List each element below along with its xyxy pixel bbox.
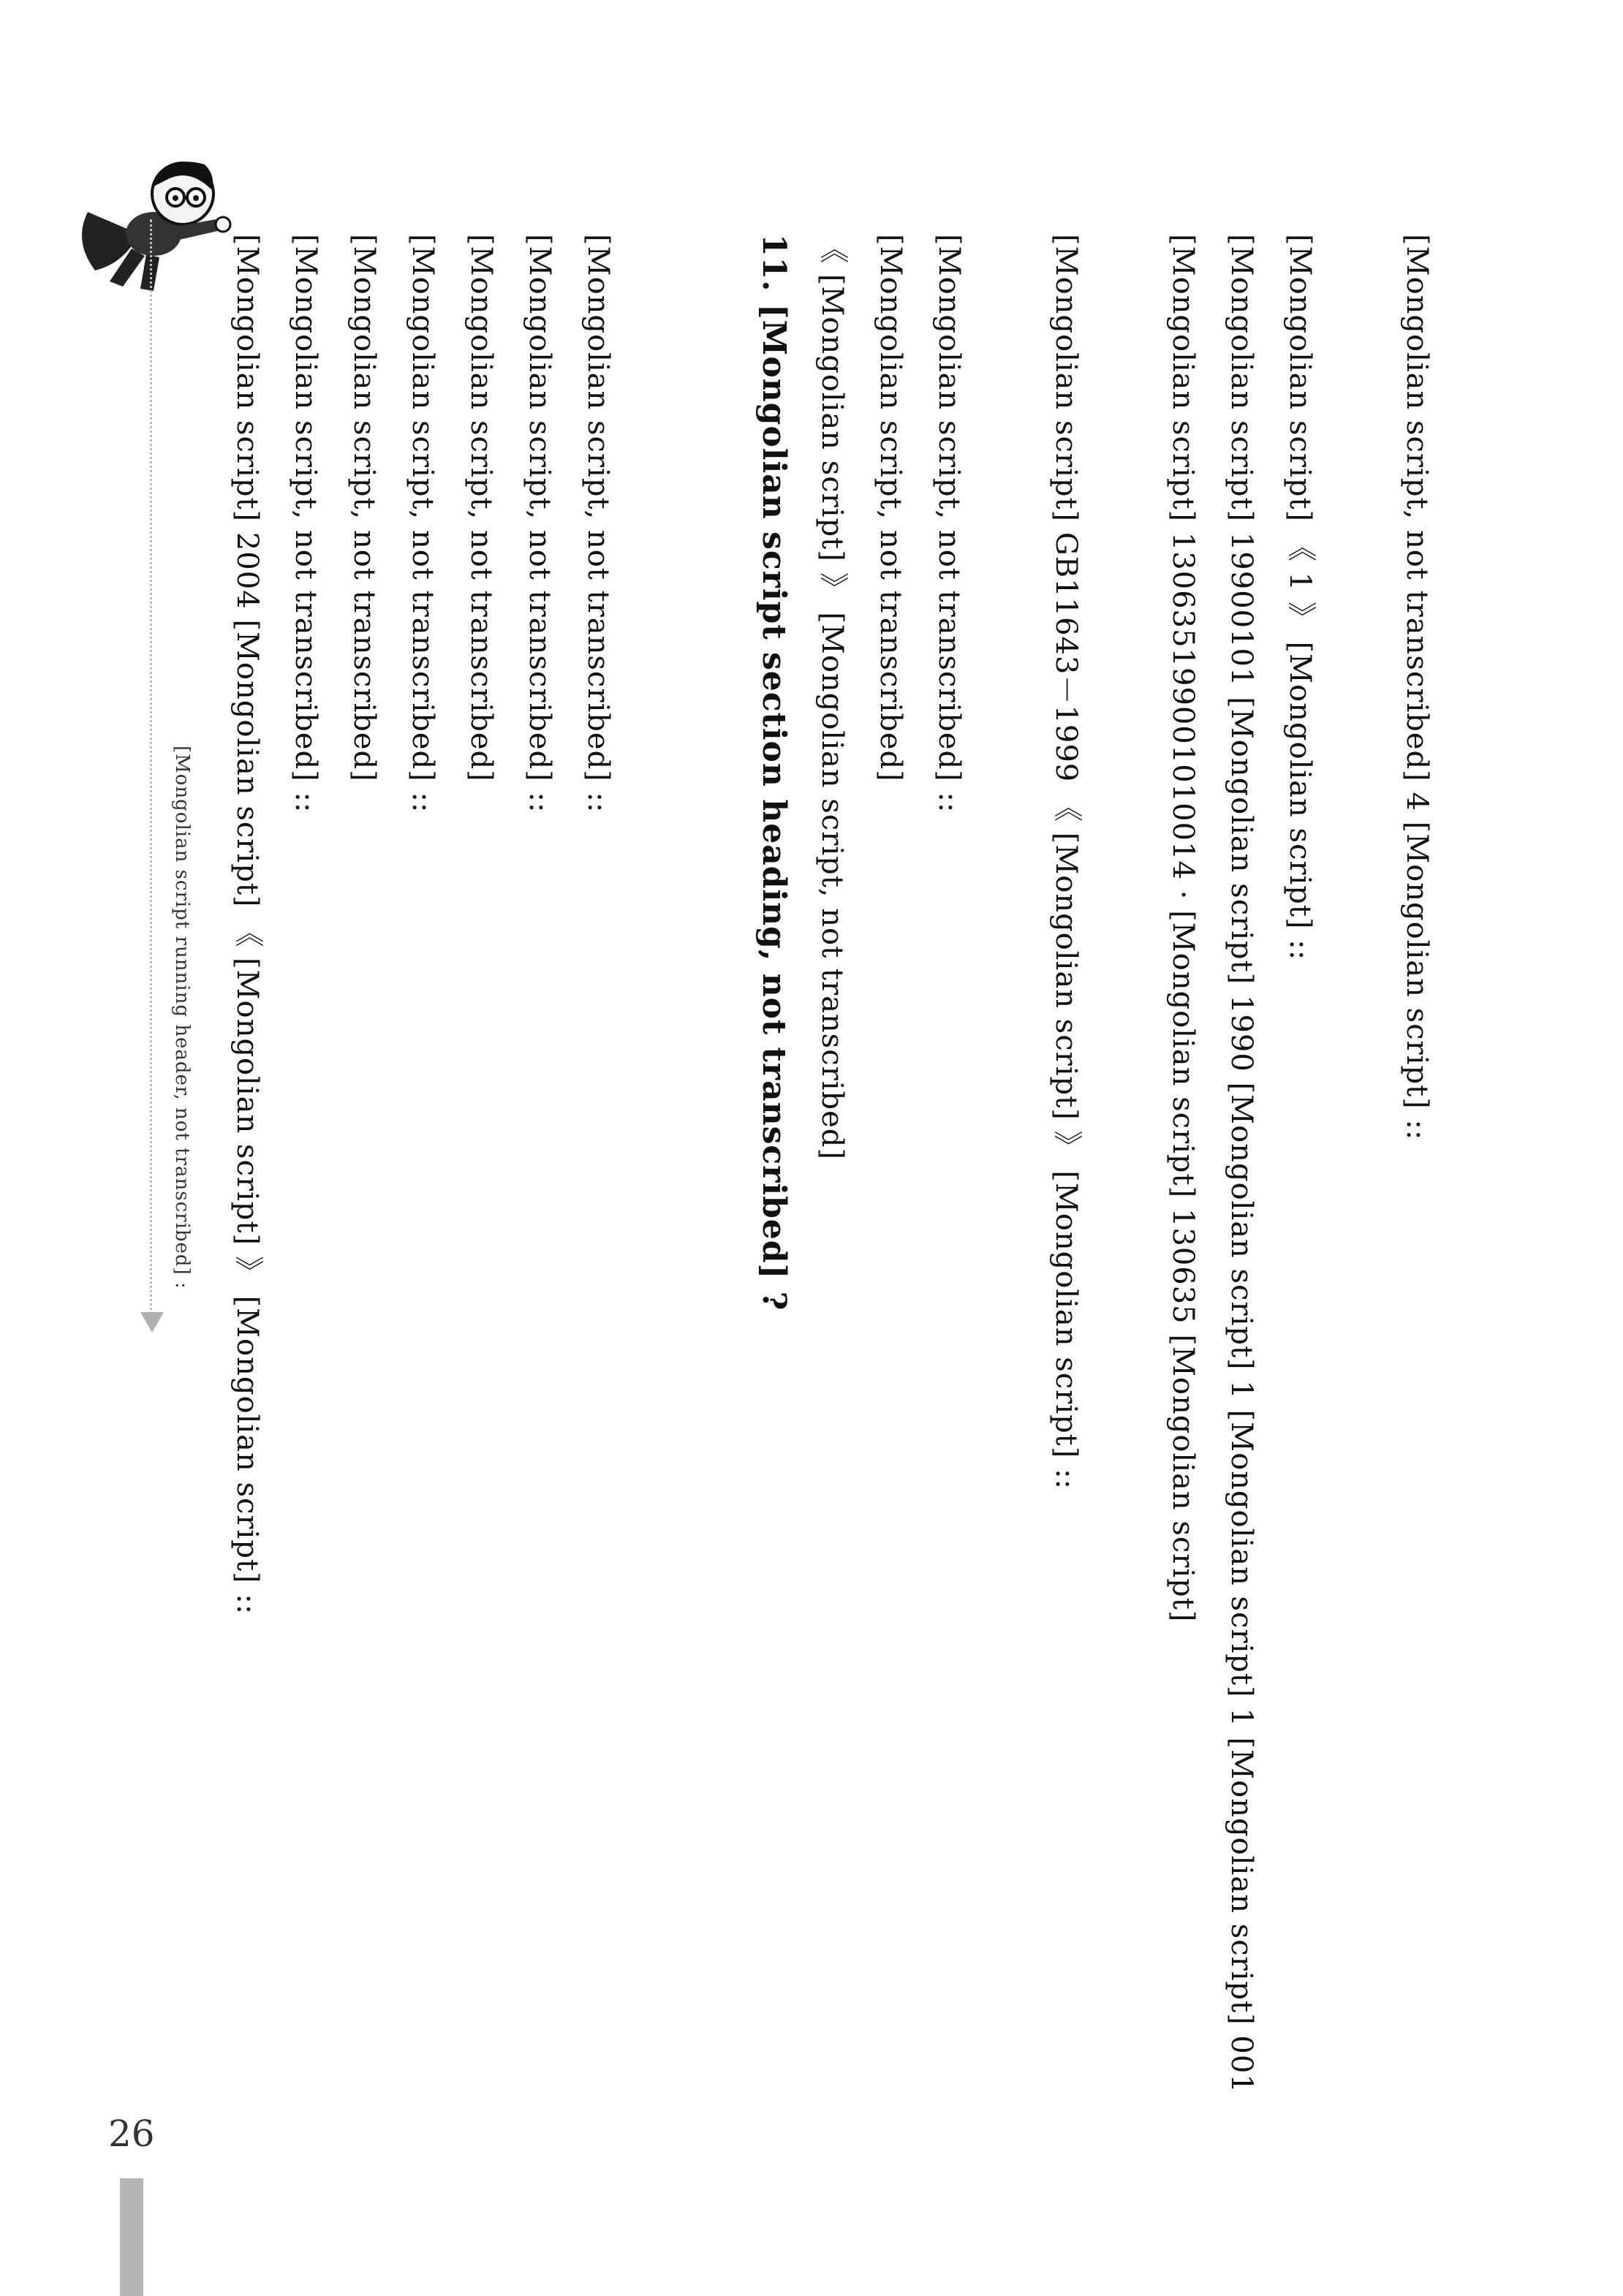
page-edge-bar xyxy=(120,2178,143,2296)
running-header: [Mongolian script running header, not transcribed] : xyxy=(171,746,193,1289)
paragraph-a-line-3: [Mongolian script] 19900101 [Mongolian script] 1990 [Mongolian script] 1 [Mongolian script] 1 [Mongolian script] 001 xyxy=(1225,234,1258,2094)
paragraph-a-line-7: [Mongolian script, not transcribed] xyxy=(874,234,907,782)
mascot-illustration xyxy=(58,124,234,303)
paragraph-a-line-8: 《 [Mongolian script] 》 [Mongolian script, not transcribed] xyxy=(815,234,849,1161)
paragraph-a-line-4: [Mongolian script] 130635199001010014 · [Mongolian script] 130635 [Mongolian script] xyxy=(1166,234,1200,1623)
paragraph-b-line-3: [Mongolian script, not transcribed] xyxy=(464,234,498,782)
paragraph-b-line-1: [Mongolian script, not transcribed] :: xyxy=(581,234,615,814)
paragraph-a-line-6: [Mongolian script, not transcribed] :: xyxy=(932,234,966,814)
paragraph-b-line-2: [Mongolian script, not transcribed] :: xyxy=(523,234,556,814)
section-heading: 11. [Mongolian script section heading, not transcribed] ? xyxy=(755,234,792,1311)
header-separator xyxy=(150,219,152,1316)
page-number: 26 xyxy=(108,2113,155,2155)
paragraph-a-line-1: [Mongolian script, not transcribed] 4 [Mongolian script] :: xyxy=(1400,234,1434,1141)
paragraph-b-line-5: [Mongolian script, not transcribed] xyxy=(347,234,381,782)
paragraph-b-line-7: [Mongolian script] 2004 [Mongolian script] 《 [Mongolian script] 》 [Mongolian script] :: xyxy=(230,234,264,1615)
triangle-marker-icon xyxy=(140,1312,164,1333)
paragraph-b-line-6: [Mongolian script, not transcribed] :: xyxy=(289,234,322,814)
paragraph-a-line-5: [Mongolian script] GB11643－1999 《 [Mongolian script] 》 [Mongolian script] :: xyxy=(1049,234,1083,1490)
paragraph-b-line-4: [Mongolian script, not transcribed] :: xyxy=(406,234,439,814)
paragraph-a-line-2: [Mongolian script] 《 1 》 [Mongolian script] :: xyxy=(1283,234,1317,961)
